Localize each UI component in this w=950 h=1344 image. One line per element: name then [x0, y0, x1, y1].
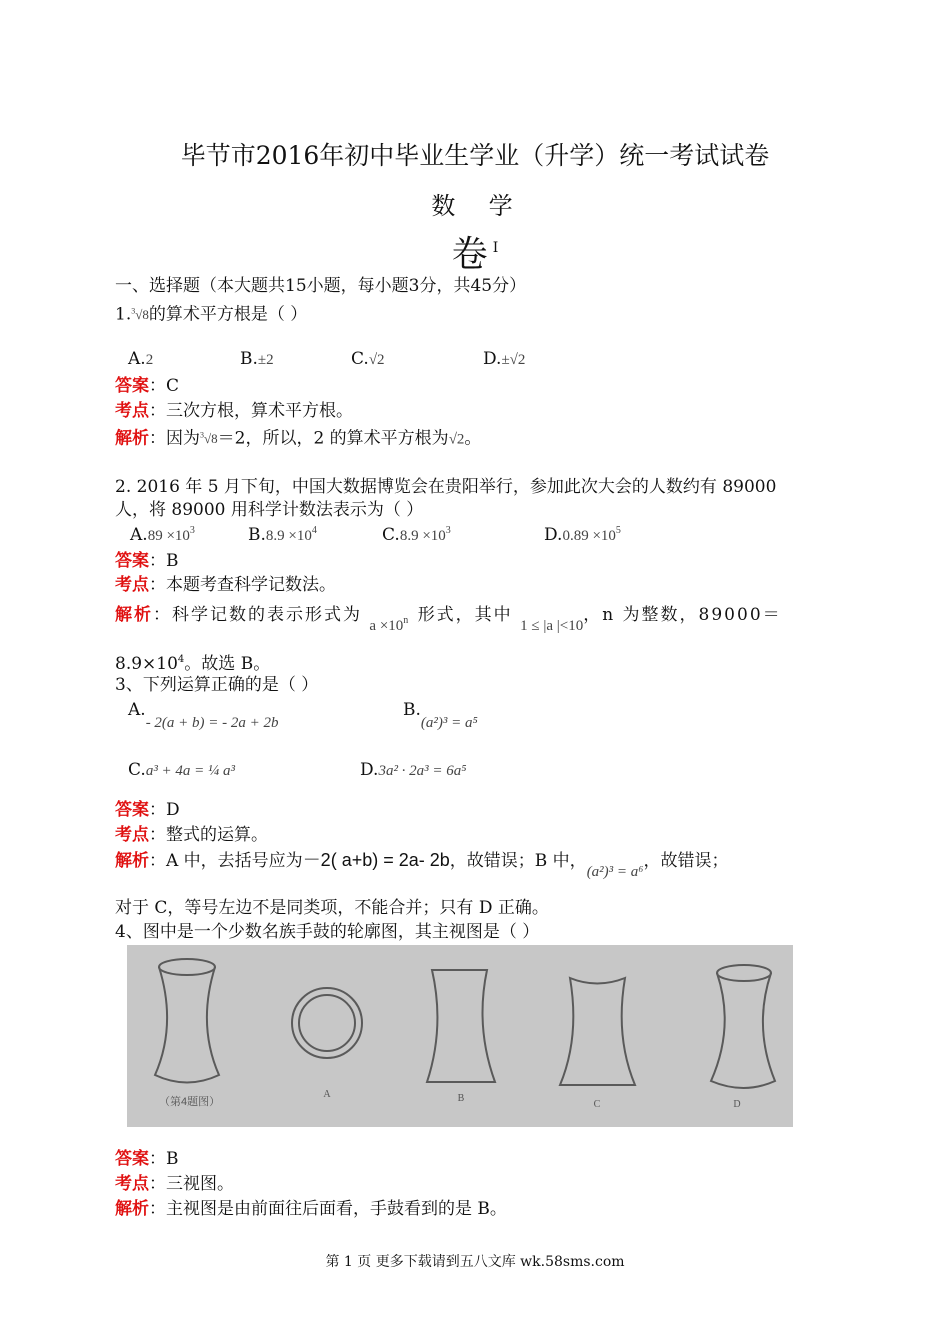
q2-answer: 答案：B — [115, 551, 179, 571]
q4-stem: 4、图中是一个少数名族手鼓的轮廓图，其主视图是（ ） — [115, 922, 540, 942]
drum-figure-photo — [127, 945, 793, 1127]
q2-stem-line1: 2. 2016 年 5 月下旬，中国大数据博览会在贵阳举行，参加此次大会的人数约有 89000 — [115, 477, 777, 497]
subject-title: 数 学 — [431, 192, 519, 220]
option-a-circles — [292, 988, 362, 1058]
option-d-shape — [711, 965, 775, 1088]
page-footer: 第 1 页 更多下载请到五八文库 wk.58sms.com — [325, 1254, 625, 1270]
q2-option-b: $B.8.9 \times 10^4$ — [248, 525, 317, 545]
q4-analysis: 解析：主视图是由前面往后面看，手鼓看到的是 B。 — [115, 1199, 507, 1219]
section-heading: 一、选择题（本大题共15小题，每小题3分，共45分） — [115, 276, 527, 296]
volume-title — [0, 226, 950, 277]
option-c-shape — [560, 978, 635, 1085]
q1-answer: 答案：C — [115, 376, 180, 396]
figure-label-b: B — [457, 1093, 465, 1104]
q1-option-b: B.±2 — [240, 349, 274, 369]
q1-stem: 1.$^3$√8的算术平方根是（ ） — [115, 304, 308, 325]
volume-char: 卷 — [451, 234, 488, 275]
figure-caption: （第4题图） — [159, 1096, 221, 1108]
q2-option-a: $A.89 \times 10^3$ — [130, 525, 195, 545]
q1-point: 考点：三次方根，算术平方根。 — [115, 401, 353, 421]
q3-option-d: D.3a² · 2a³ = 6a⁵ — [360, 760, 467, 780]
q3-answer: 答案：D — [115, 800, 180, 820]
drum-outline-drawing — [155, 959, 219, 1083]
exam-title: 毕节市2016年初中毕业生学业（升学）统一考试试卷 — [180, 141, 770, 170]
q3-point: 考点：整式的运算。 — [115, 825, 268, 845]
q2-option-d: $D.0.89 \times 10^5$ — [544, 525, 621, 545]
volume-num: I — [492, 240, 499, 256]
option-b-shape — [427, 970, 495, 1082]
q3-option-c: C.a³ + 4a = ¼ a³ — [128, 760, 236, 780]
q1-analysis: 解析：因为$^3$√8＝2，所以，2 的算术平方根为√2。 — [115, 428, 482, 449]
q2-analysis-line2: $8.9\times 10^4$。故选 B。 — [115, 654, 271, 674]
q1-option-c: C.√2 — [351, 349, 385, 369]
figure-label-c: C — [593, 1099, 601, 1110]
q2-stem-line2: 人，将 89000 用科学计数法表示为（ ） — [115, 500, 424, 520]
q2-option-c: $C.8.9 \times 10^3$ — [382, 525, 451, 545]
q2-analysis: 解析：科学记数的表示形式为 $a \times 10^n$ 形式，其中 1 ≤ |a |<10，n 为整数，89000＝ — [115, 605, 782, 634]
cube-root-8: $^3$√8 — [131, 307, 149, 323]
q3-analysis: 解析：A 中，去括号应为－2( a+b) = 2a- 2b，故错误；B 中，(a²)³ = a⁶，故错误； — [115, 850, 729, 880]
q1-option-d: D.±√2 — [483, 349, 526, 369]
q2-point: 考点：本题考查科学记数法。 — [115, 575, 336, 595]
q3-stem: 3、下列运算正确的是（ ） — [115, 675, 319, 695]
q4-point: 考点：三视图。 — [115, 1174, 234, 1194]
q1-option-a: A.2 — [128, 349, 154, 369]
q4-answer: 答案：B — [115, 1149, 179, 1169]
figure-label-a: A — [323, 1089, 331, 1100]
q3-option-a: A.- 2(a + b) = - 2a + 2b — [128, 700, 279, 731]
drum-figure-svg — [127, 945, 793, 1127]
q3-option-b: B.(a²)³ = a⁵ — [403, 700, 478, 731]
figure-label-d: D — [733, 1099, 741, 1110]
q3-analysis-line2: 对于 C，等号左边不是同类项，不能合并；只有 D 正确。 — [115, 898, 549, 918]
